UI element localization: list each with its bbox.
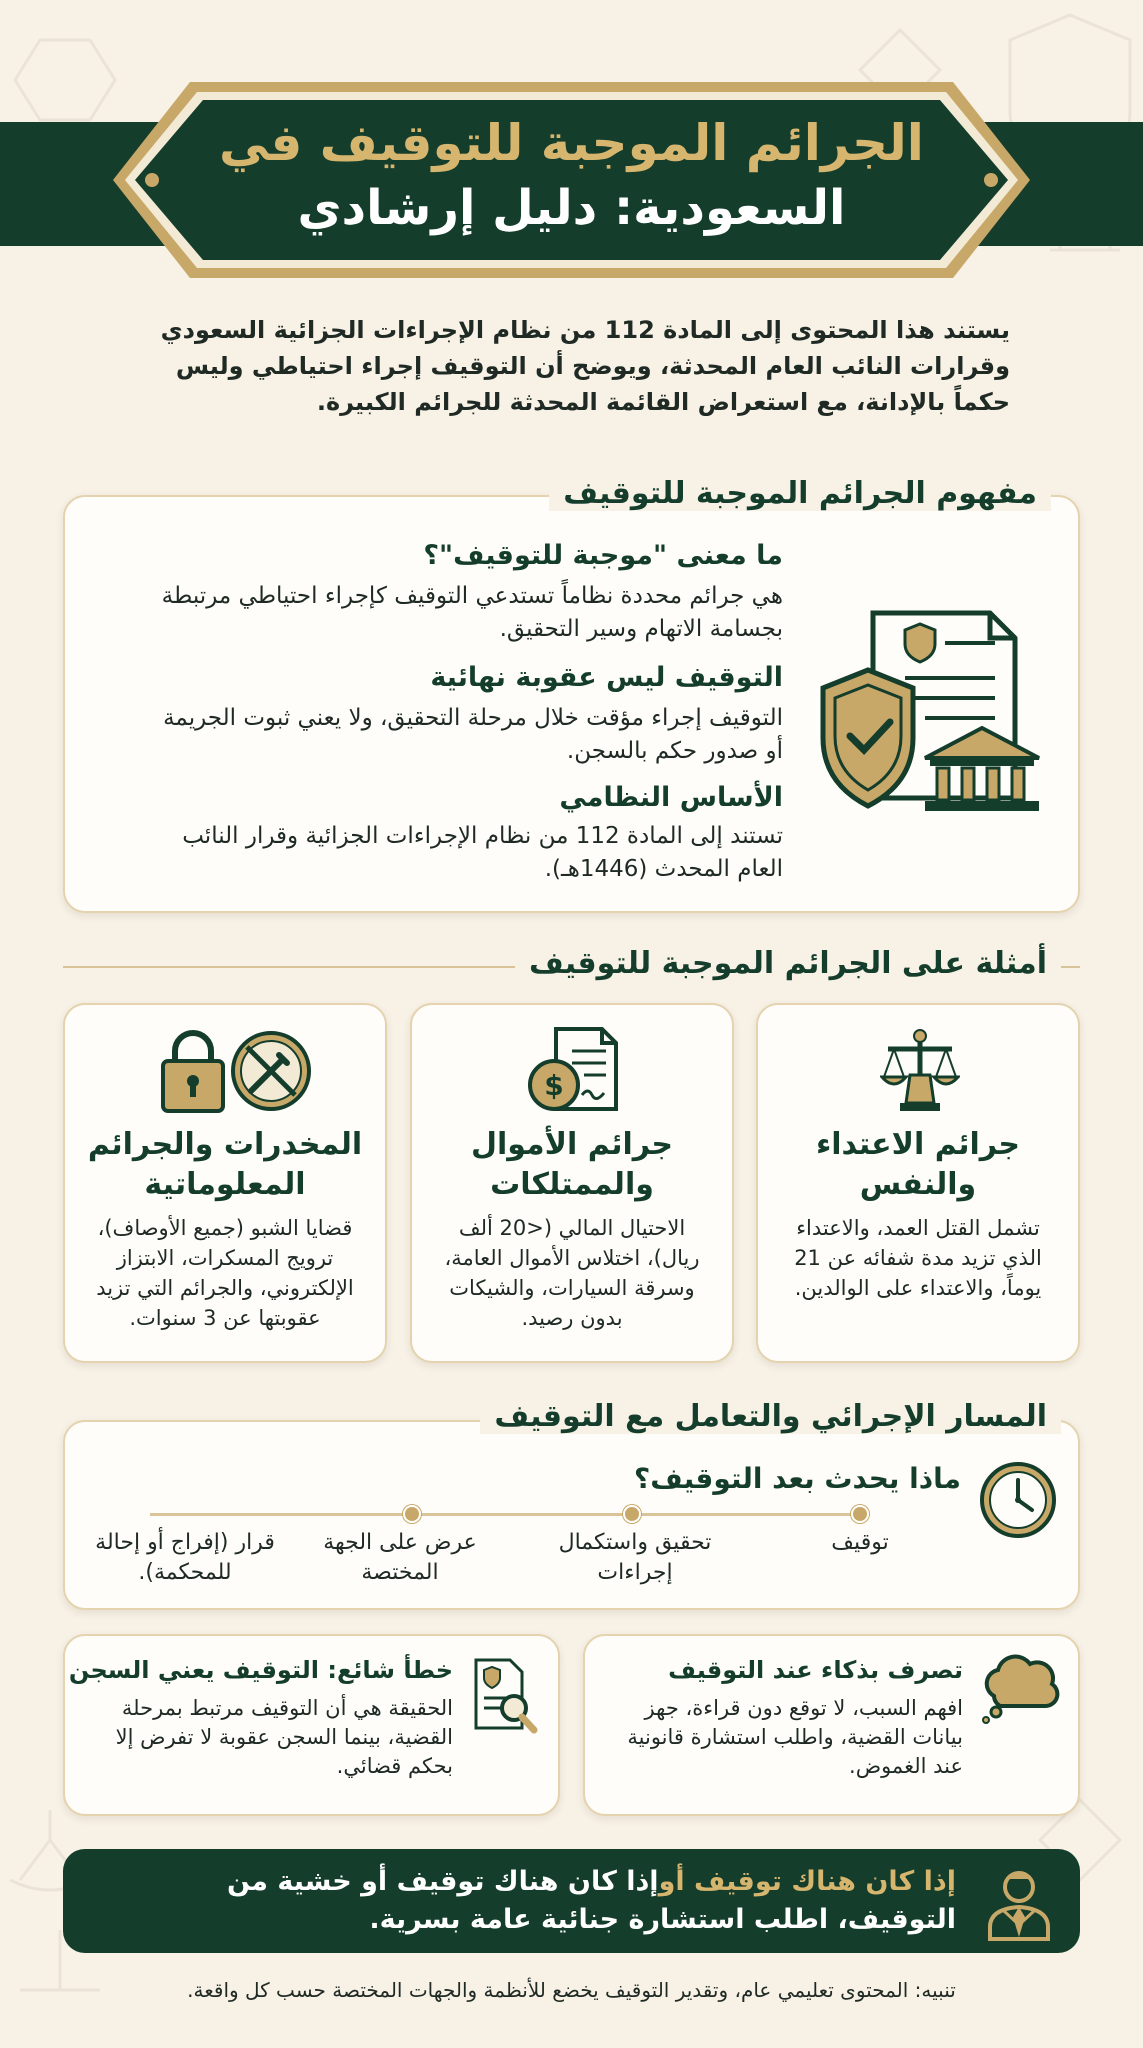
cta-banner[interactable] xyxy=(63,1849,1080,1953)
example-card-violence-text: تشمل القتل العمد، والاعتداء الذي تزيد مدة شفائه عن 21 يوماً، والاعتداء على الوالدين. xyxy=(794,1216,1042,1300)
cta-highlight: إذا كان هناك توقيف أو xyxy=(658,1866,956,1897)
disclaimer: تنبيه: المحتوى تعليمي عام، وتقدير التوقيف يخضع للأنظمة والجهات المختصة حسب كل واقعة. xyxy=(187,1978,956,2002)
example-card-drugs-cyber-text: قضايا الشبو (جميع الأوصاف)، ترويج المسكرات، الابتزاز الإلكتروني، والجرائم التي تزيد عقوبتها عن 3 سنوات. xyxy=(96,1216,354,1330)
example-card-money xyxy=(410,1003,734,1363)
examples-section-title: أمثلة على الجرائم الموجبة للتوقيف xyxy=(515,946,1061,981)
timeline-step-1: توقيف xyxy=(831,1530,889,1555)
timeline-step-3: عرض على الجهة المختصة xyxy=(323,1530,477,1585)
example-card-violence-title: جرائم الاعتداء والنفس xyxy=(815,1127,1021,1202)
tip-smart-title: تصرف بذكاء عند التوقيف xyxy=(668,1656,963,1684)
timeline-dot-2 xyxy=(623,1505,641,1523)
concept-item-3-title: الأساس النظامي xyxy=(559,782,783,813)
tip-smart-text: افهم السبب، لا توقع دون قراءة، جهز بيانات القضية، واطلب استشارة قانونية عند الغموض. xyxy=(627,1696,963,1778)
concept-item-1-title: ما معنى "موجبة للتوقيف"؟ xyxy=(423,540,783,571)
no-drugs-padlock-icon xyxy=(153,1027,313,1117)
scales-of-justice-icon xyxy=(880,1027,960,1115)
timeline-step-2: تحقيق واستكمال إجراءات xyxy=(558,1530,712,1585)
timeline-step-4: قرار (إفراج أو إحالة للمحكمة). xyxy=(95,1530,275,1585)
document-shield-court-icon xyxy=(815,608,1045,818)
thought-cloud-icon xyxy=(976,1650,1060,1724)
cta-body: إذا كان هناك توقيف أو خشية من التوقيف، اطلب استشارة جنائية عامة بسرية. xyxy=(226,1866,956,1935)
timeline-line xyxy=(150,1513,862,1516)
example-card-drugs-cyber-title: المخدرات والجرائم المعلوماتية xyxy=(87,1127,363,1202)
tip-mistake-text: الحقيقة هي أن التوقيف مرتبط بمرحلة القضية، بينما السجن عقوبة لا تفرض إلا بحكم قضائي. xyxy=(115,1696,453,1778)
concept-item-1-text: هي جرائم محددة نظاماً تستدعي التوقيف كإجراء احتياطي مرتبطة بجسامة الاتهام وسير التحقيق. xyxy=(161,583,783,642)
money-document-icon xyxy=(526,1025,622,1117)
concept-item-2-text: التوقيف إجراء مؤقت خلال مرحلة التحقيق، ولا يعني ثبوت الجريمة أو صدور حكم بالسجن. xyxy=(163,705,783,764)
example-card-violence xyxy=(756,1003,1080,1363)
page-title-line-2: السعودية: دليل إرشادي xyxy=(297,180,846,236)
tip-mistake-title: خطأ شائع: التوقيف يعني السجن xyxy=(68,1656,453,1684)
lawyer-icon xyxy=(984,1867,1054,1941)
svg-text:$: $ xyxy=(544,1069,564,1102)
intro-paragraph: يستند هذا المحتوى إلى المادة 112 من نظام الإجراءات الجزائية السعودي وقرارات النائب العام المحدثة، ويوضح أن التوقيف إجراء احتياطي وليس حكماً بالإدانة، مع استعراض القائمة المحدثة للجرائم الكبيرة. xyxy=(160,316,1010,416)
cta-text xyxy=(116,1863,956,1939)
example-card-money-title: جرائم الأموال والممتلكات xyxy=(470,1127,674,1202)
page-title-line-1: الجرائم الموجبة للتوقيف في xyxy=(219,114,924,172)
timeline-dot-3 xyxy=(403,1505,421,1523)
example-card-drugs-cyber xyxy=(63,1003,387,1363)
clock-icon xyxy=(978,1460,1058,1540)
example-card-money-text: الاحتيال المالي (<20 ألف ريال)، اختلاس الأموال العامة، وسرقة السيارات، والشيكات بدون رصيد. xyxy=(444,1216,700,1330)
document-magnifier-icon xyxy=(470,1656,540,1736)
concept-section-title: مفهوم الجرائم الموجبة للتوقيف xyxy=(549,476,1051,511)
concept-item-3-text: تستند إلى المادة 112 من نظام الإجراءات الجزائية وقرار النائب العام المحدث (1446هـ). xyxy=(182,823,783,882)
timeline-dot-1 xyxy=(851,1505,869,1523)
procedure-question: ماذا يحدث بعد التوقيف؟ xyxy=(633,1462,961,1495)
concept-item-2-title: التوقيف ليس عقوبة نهائية xyxy=(430,662,783,693)
procedure-section-title: المسار الإجرائي والتعامل مع التوقيف xyxy=(480,1399,1061,1434)
